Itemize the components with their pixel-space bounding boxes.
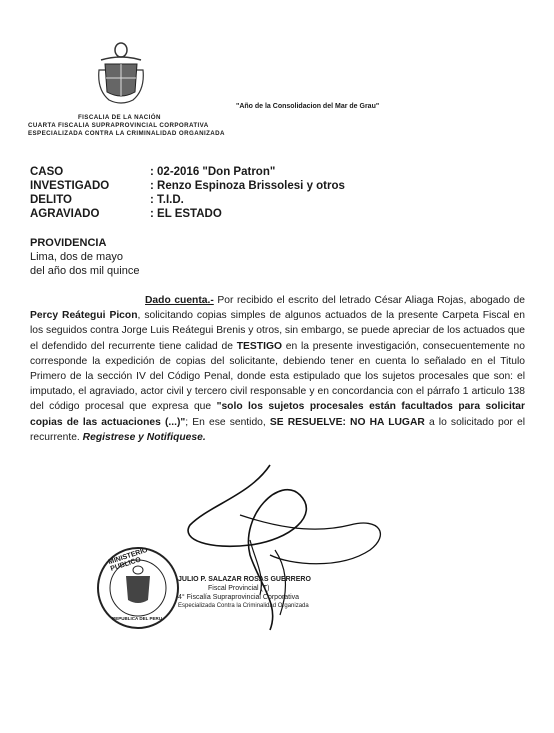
header-seal [95, 40, 147, 108]
case-info [30, 165, 450, 225]
body-text: Por recibido el escrito del letrado César Aliaga Rojas, abogado de [213, 295, 525, 306]
agraviado-value: : EL ESTADO [150, 208, 222, 220]
resolution-paragraph [30, 293, 525, 445]
delito-label: DELITO [30, 194, 72, 206]
quoted-article: "solo los sujetos procesales están facultados para solicitar copias de las actuaciones (...)" [30, 401, 525, 428]
agraviado-label: AGRAVIADO [30, 208, 100, 220]
body-text: en la presente investigación, consecuentemente no corresponde la expedición de copias del solicitante, debiendo tener en cuenta lo señalado en el Titulo Primero de la sección IV del Código Penal, donde esta estipulado que los sujetos procesales que son: el imputado, el agraviado, actor civil y tercero civil responsable y en concordancia con el párrafo 1 articulo 138 del código procesal que expresa que [30, 340, 526, 413]
institution-line: FISCALIA DE LA NACIÓN [78, 114, 161, 121]
witness-status: TESTIGO [236, 340, 282, 352]
case-row [30, 165, 450, 179]
place-date-line: del año dos mil quince [30, 265, 140, 277]
signer-name: JULIO P. SALAZAR ROSAS GUERRERO [178, 576, 311, 583]
agraviado-row [30, 207, 450, 221]
case-label: CASO [30, 166, 64, 178]
body-text: a lo solicitado por el recurrente. [30, 416, 525, 443]
signer-office: 4° Fiscalía Supraprovincial Corporativa [178, 594, 300, 601]
defendant-name: Percy Reátegui Picon [30, 310, 138, 322]
institution-line: CUARTA FISCALIA SUPRAPROVINCIAL CORPORATIVA [28, 122, 209, 129]
peru-coat-of-arms-icon [95, 40, 147, 108]
case-value: : 02-2016 "Don Patron" [150, 166, 276, 178]
investigado-row [30, 179, 450, 193]
delito-value: : T.I.D. [150, 194, 184, 206]
signer-block [178, 575, 338, 611]
body-text: , solicitando copias simples de algunos actuados de la presente Carpeta Fiscal en los seguidos contra Jorge Luis Reátegui Brenis y otros, sin embargo, se puede apreciar de los actuados que el defendido del recurrente tiene calidad de [30, 310, 526, 352]
year-motto: "Año de la Consolidacion del Mar de Grau" [236, 103, 380, 110]
delito-row [30, 193, 450, 207]
signer-office: Especializada Contra la Criminalidad Organizada [178, 603, 309, 609]
closing-formula: Registrese y Notifiquese. [82, 431, 206, 443]
institution-line: ESPECIALIZADA CONTRA LA CRIMINALIDAD ORGANIZADA [28, 130, 225, 137]
dado-cuenta: Dado cuenta.- [145, 295, 214, 306]
investigado-value: : Renzo Espinoza Brissolesi y otros [150, 180, 345, 192]
stamp-ring-text: MINISTERIO PUBLICO [107, 546, 149, 573]
place-date-line: Lima, dos de mayo [30, 251, 123, 263]
body-text: ; En ese sentido, [185, 416, 270, 428]
providencia-title: PROVIDENCIA [30, 237, 107, 249]
providencia-block [30, 236, 139, 278]
official-stamp [96, 546, 180, 630]
resolution: SE RESUELVE: NO HA LUGAR [269, 416, 425, 428]
signer-title: Fiscal Provincial (T) [208, 585, 270, 592]
investigado-label: INVESTIGADO [30, 180, 110, 192]
stamp-ring-bottom: REPUBLICA DEL PERU [112, 616, 163, 621]
institution-header [28, 114, 268, 138]
